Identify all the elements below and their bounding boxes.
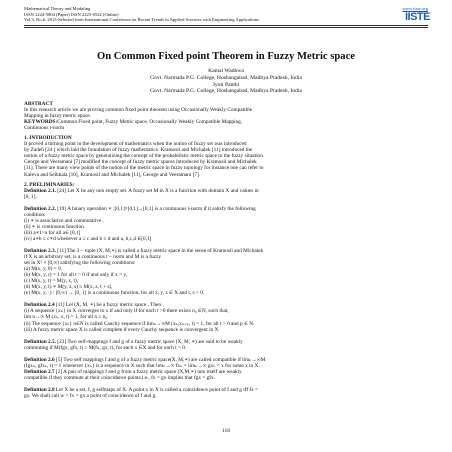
issn-line: ISSN 2224-5804 (Paper) ISSN 2225-0522 (Online) — [24, 11, 119, 17]
definition-line: (iii) A fuzzy metric space X is called complete if every Cauchy sequence is convergent in X. — [24, 326, 220, 333]
definition-line: (fgxₙ, gfxₙ, t) = 1 whenever {xₙ} is a sequence in X such that limₙ→∞ fxₙ = limₙ→∞ gxₙ = x for some x in X. — [24, 362, 260, 369]
definition-line: Definition 2.4 [11] Let (X, M, ∗) be a fuzzy metric space . Then — [24, 302, 162, 309]
keywords-line: Continuous t-norm — [24, 125, 65, 132]
definition-line: (e) M(x, y, ·) : [0,∞) → [0, 1] is a continuous function, for all x, y, z ∈ X and t, s > 0. — [24, 290, 205, 297]
definition-line: commuting if M(fgx, gfx, t) ≥ M(fx, gx, t), for each x ∈X and for each t > 0. — [24, 344, 187, 351]
definition-line: gx. We shall call w = fx = gx a point of coincidence of f and g. — [24, 392, 157, 399]
definition-line: Definition 2.8 Let X be a set, f, g selfmaps of X. A point x in X is called a coincidence point of f and g iff fx = — [24, 386, 259, 393]
definition-line: (i) A sequence {xₙ} in X converges to x if and only if for each t >0 there exists n₀ ∈N, such that, — [24, 308, 229, 315]
definition-line: (ii) The sequence {xₙ} n∈N is called Cauchy sequence if limₙ→∞M (xₙ,xₙ₊ₚ, t) = 1, for all t > 0 and p ∈ N. — [24, 320, 255, 327]
definition-line: (c) M(x, y, t) = M(y, x, t), — [24, 278, 79, 285]
definition-line: Definition 2.2. [19] A binary operation ∗ :[0,1]×[0,1]→[0,1] is a continuous t-norm if it satisfy the following — [24, 205, 256, 212]
introduction-heading: 1. INTRODUCTION — [24, 135, 72, 142]
definition-line: (iii) a∗1=a for all a∈ [0,1] — [24, 229, 81, 236]
definition-line: Definition 2.3. [11] The 3 − tuple (X, M,∗) is called a fuzzy metric space in the sense of Kramosil and Michalek — [24, 247, 264, 254]
page-number: 118 — [222, 428, 230, 434]
iiste-logo: IISTE — [404, 11, 430, 23]
journal-header — [24, 6, 428, 23]
definition-line: (i) ∗ is associative and commutative . — [24, 217, 104, 224]
author-affiliation: Govt. Narmada P.G. College, Hoshangabad, Madhya Pradesh, India — [150, 88, 302, 95]
abstract-heading: ABSTRACT — [24, 101, 53, 107]
intro-line: by Zadeh [24 ] which laid the foundation of fuzzy mathematics. Kramosil and Michalek [11] introduced the — [24, 147, 253, 154]
header-rule-top — [24, 25, 428, 26]
paper-body — [24, 101, 428, 399]
definition-line: lim n→∞ M (xₙ, x, t) = 1, for all n ≥ n₀. — [24, 314, 109, 321]
definition-line: if X is an arbitrary set, is a continuous t − norm and M is a fuzzy — [24, 254, 161, 261]
author-name: Kamal Wadhwa — [208, 68, 244, 74]
definition-line: Definition 2.6 [5] Two self mappings f and g of a fuzzy metric space(X, M,∗) are called compatible if limₙ→∞M — [24, 356, 266, 363]
definition-line: Definition 2.1. [24] Let X be any non empty set. A fuzzy set M in X is a function with domain X and values in — [24, 187, 259, 194]
journal-url-link[interactable]: www.iiste.org — [402, 6, 428, 11]
intro-line: notion of a fuzzy metric space by generalizing the concept of the probabilistic metric space to the fuzzy situation. — [24, 153, 265, 160]
keywords-line: KEYWORDS:Common Fixed point, Fuzzy Metric space, Occasionally Weakly Compatible Mapping, — [24, 119, 243, 126]
abstract-line: In this research article we are proving common fixed point theorem using Occasionally Weakly Compatible — [24, 107, 253, 114]
intro-line: It proved a turning point in the development of mathematics when the notion of fuzzy set was introduced — [24, 141, 247, 148]
journal-name: Mathematical Theory and Modeling — [24, 6, 91, 11]
intro-line: Kaleva and Seikkala [10], Kramosil and Michalek [11], George and Veeramani [7]. — [24, 171, 201, 178]
definition-line: (ii) ∗ is continuous function. — [24, 223, 86, 230]
definition-line: [0, 1]. — [24, 193, 37, 200]
author-name: Jyoti Panthi — [212, 81, 240, 88]
intro-line: George and Veeramani [7] modified the concept of fuzzy metric spaces introduced by Kramosil and Michalek — [24, 159, 257, 166]
definition-line: (a) M(x, y, 0) = 0, — [24, 266, 62, 273]
definition-line: condition: — [24, 211, 46, 218]
author-block — [24, 68, 428, 95]
intro-line: [11]. There are many view points of the notion of the metric space in fuzzy topology for instance one can refer to — [24, 165, 264, 172]
definition-line: set in X² × [0,∞) satisfying the following conditions: — [24, 260, 136, 267]
header-rule-bottom — [24, 27, 428, 28]
paper-title: On Common Fixed point Theorem in Fuzzy Metric space — [97, 51, 355, 62]
definition-line: Definition 2.5. [23] Two self-mappings f and g of a fuzzy metric space (X, M, ∗) are said to be weakly — [24, 338, 243, 345]
abstract-line: Mapping in fuzzy metric space. — [24, 113, 91, 120]
volume-line: Vol.3, No.6, 2013-Selected from International Conference on Recent Trends in Applied Sciences with Engineering Applications — [24, 17, 259, 23]
definition-line: (d) M(x, y, t) ∗ M(y, z, s) ≤ M(x, z, t + s), — [24, 284, 113, 291]
definition-line: Definition 2.7 [2] A pair of mappings f and g from a fuzzy metric space (X,M,∗) into itself are weakly — [24, 368, 242, 375]
definition-line: (b) M(x, y, t) = 1 for all t > 0 if and only if x = y, — [24, 272, 128, 279]
definition-line: (iv) a∗b ≤ c∗d whenever a ≤ c and b ≤ d and a, b,c,d ∈[0,1] — [24, 235, 152, 242]
definition-line: compatible if they commute at their coincidence points,i.e., fx = gx implies that fgx = gfx. — [24, 374, 216, 381]
preliminaries-heading: 2. PRELIMINARIES: — [24, 181, 75, 188]
author-affiliation: Govt. Narmada P.G. College, Hoshangabad, Madhya Pradesh, India — [150, 74, 302, 81]
